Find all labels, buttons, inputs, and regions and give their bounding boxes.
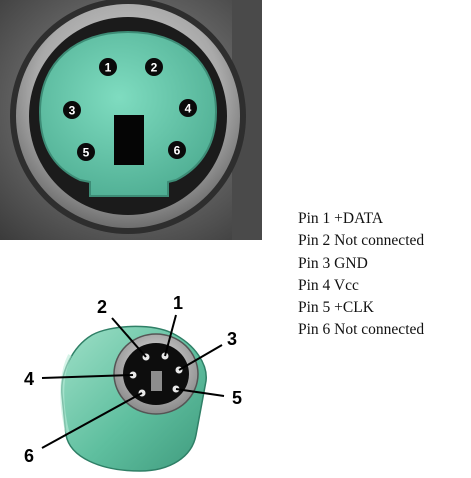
legend-pin-1: Pin 1 +DATA bbox=[298, 210, 384, 227]
plug-label-1: 1 bbox=[172, 293, 184, 313]
plug-label-2: 2 bbox=[96, 297, 108, 317]
socket-center-key bbox=[114, 115, 144, 165]
socket-pin-label: 5 bbox=[82, 145, 90, 160]
plug-label-6: 6 bbox=[23, 446, 35, 466]
socket-pin-1 bbox=[99, 58, 117, 76]
plug-key bbox=[151, 371, 162, 391]
plug-label-4: 4 bbox=[23, 369, 35, 389]
ps2-plug-photo bbox=[0, 285, 260, 478]
ps2-socket-photo bbox=[0, 0, 262, 240]
legend-pin-5: Pin 5 +CLK bbox=[298, 299, 374, 317]
socket-pin-6 bbox=[168, 141, 186, 159]
socket-pin-2 bbox=[145, 58, 163, 76]
socket-pin-label: 2 bbox=[150, 60, 158, 75]
legend-pin-6: Pin 6 Not connected bbox=[298, 321, 425, 339]
socket-pin-4 bbox=[179, 99, 197, 117]
legend-pin-3: Pin 3 GND bbox=[298, 254, 368, 272]
socket-pin-label: 3 bbox=[68, 103, 76, 118]
socket-pin-3 bbox=[63, 101, 81, 119]
socket-pin-label: 4 bbox=[184, 101, 192, 116]
socket-pin-label: 1 bbox=[104, 60, 112, 75]
socket-pin-label: 6 bbox=[173, 143, 181, 158]
legend-pin-2: Pin 2 Not connected bbox=[298, 232, 425, 250]
plug-label-5: 5 bbox=[231, 388, 243, 408]
legend-pin-4: Pin 4 Vcc bbox=[298, 276, 359, 294]
pin-legend bbox=[298, 208, 424, 342]
plug-label-3: 3 bbox=[226, 329, 238, 349]
socket-pin-5 bbox=[77, 143, 95, 161]
